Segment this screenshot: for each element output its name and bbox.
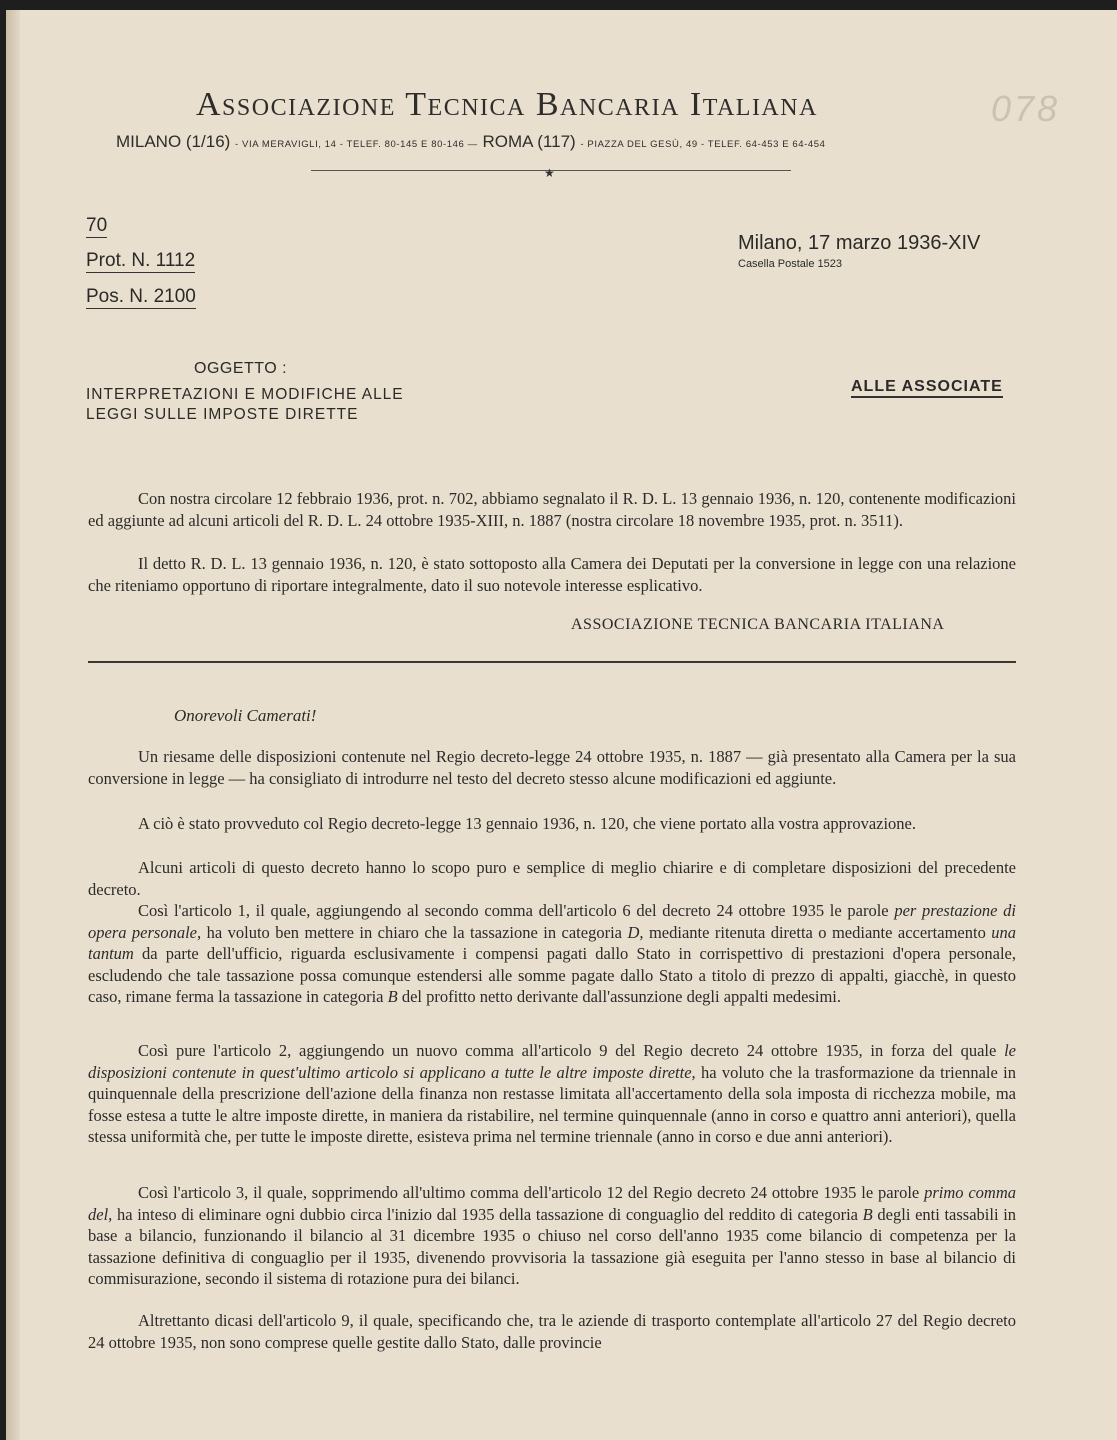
letterhead-address [116, 132, 1076, 152]
recipient: ALLE ASSOCIATE [851, 378, 1003, 398]
body-paragraph-1: Un riesame delle disposizioni contenute nel Regio decreto-legge 24 ottobre 1935, n. 1887 — già presentato alla Camera per la sua conversione in legge — ha consigliato di introdurre nel testo del decreto stesso alcune modificazioni ed aggiunte. [88, 747, 1016, 788]
star-ornament-icon: ★ [544, 166, 555, 180]
salutation: Onorevoli Camerati! [174, 706, 317, 725]
archive-stamp: 078 [991, 88, 1061, 129]
letterhead-title: Associazione Tecnica Bancaria Italiana [196, 86, 818, 123]
document-page [6, 10, 1117, 1440]
prot-number: Prot. N. 1112 [86, 250, 196, 271]
intro-paragraph-1: Con nostra circolare 12 febbraio 1936, prot. n. 702, abbiamo segnalato il R. D. L. 13 gennaio 1936, n. 120, contenente modificazioni ed aggiunte ad alcuni articoli del R. D. L. 24 ottobre 1935-XIII, n. 1887 (nostra circolare 18 novembre 1935, prot. n. 3511). [88, 489, 1016, 530]
subject-label: OGGETTO : [194, 360, 288, 377]
circular-number: 70 [86, 215, 108, 236]
milano-address: - VIA MERAVIGLI, 14 - TELEF. 80-145 E 80-146 — [235, 139, 478, 150]
body-paragraph-5: Così pure l'articolo 2, aggiungendo un nuovo comma all'articolo 9 del Regio decreto 24 ottobre 1935, in forza del quale le disposizioni contenute in quest'ultimo articolo si applicano a tutte le altre imposte dirette, ha voluto che la trasformazione da triennale in quinquennale della prescrizione dell'azione della finanza non restasse limitata all'accertamento della sola imposta di ricchezza mobile, ma fosse estesa a tutte le altre imposte dirette, in maniera da ristabilire, nel termine quinquennale (anno in corso e quattro anni anteriori), quella stessa uniformità che, per tutte le imposte dirette, esisteva prima nel termine triennale (anno in corso e due anni anteriori). [88, 1041, 1017, 1146]
letter-date: Milano, 17 marzo 1936-XIV [738, 232, 981, 254]
body-paragraph-3: Alcuni articoli di questo decreto hanno lo scopo puro e semplice di meglio chiarire e di completare disposizioni del precedente decreto. [88, 858, 1016, 899]
milano-label: MILANO (1/16) [116, 132, 231, 151]
po-box: Casella Postale 1523 [738, 258, 842, 270]
body-paragraph-6: Così l'articolo 3, il quale, sopprimendo all'ultimo comma dell'articolo 12 del Regio decreto 24 ottobre 1935 le parole primo comma del, ha inteso di eliminare ogni dubbio circa l'inizio dal 1935 della tassazione di conguaglio del reddito di categoria B degli enti tassabili in base a bilancio, funzionando il bilancio al 31 dicembre 1935 o chiuso nel corso dell'anno 1935 come bilancio di competenza per la tassazione definitiva di conguaglio per il 1935, divenendo provvisoria la tassazione già eseguita per l'anno stesso in base al bilancio di commisurazione, secondo il sistema di rotazione pura dei bilanci. [88, 1183, 1017, 1288]
roma-label: ROMA (117) [482, 132, 576, 151]
signature: ASSOCIAZIONE TECNICA BANCARIA ITALIANA [571, 616, 945, 633]
body-paragraph-2: A ciò è stato provveduto col Regio decreto-legge 13 gennaio 1936, n. 120, che viene portato alla vostra approvazione. [138, 814, 917, 833]
section-divider [88, 661, 1016, 663]
body-paragraph-4: Così l'articolo 1, il quale, aggiungendo al secondo comma dell'articolo 6 del decreto 24 ottobre 1935 le parole per prestazione di opera personale, ha voluto ben mettere in chiaro che la tassazione in categoria D, mediante ritenuta diretta o mediante accertamento una tantum da parte dell'ufficio, riguarda esclusivamente i compensi pagati dallo Stato in corrispettivo di prestazioni d'opera personale, escludendo che tale tassazione possa comunque estendersi alle somme pagate dallo Stato a titolo di prezzo di appalti, giacchè, in questo caso, rimane ferma la tassazione in categoria B del profitto netto derivante dall'assunzione degli appalti medesimi. [88, 901, 1017, 1006]
roma-address: - PIAZZA DEL GESÙ, 49 - TELEF. 64-453 E 64-454 [580, 139, 826, 150]
pos-number: Pos. N. 2100 [86, 286, 196, 307]
body-paragraph-7: Altrettanto dicasi dell'articolo 9, il quale, specificando che, tra le aziende di trasporto contemplate all'articolo 27 del Regio decreto 24 ottobre 1935, non sono comprese quelle gestite dallo Stato, dalle provincie [88, 1311, 1016, 1352]
subject-text: INTERPRETAZIONI E MODIFICHE ALLE LEGGI SULLE IMPOSTE DIRETTE [86, 386, 404, 423]
intro-paragraph-2: Il detto R. D. L. 13 gennaio 1936, n. 120, è stato sottoposto alla Camera dei Deputati per la conversione in legge con una relazione che riteniamo opportuno di riportare integralmente, dato il suo notevole interesse esplicativo. [88, 554, 1016, 595]
